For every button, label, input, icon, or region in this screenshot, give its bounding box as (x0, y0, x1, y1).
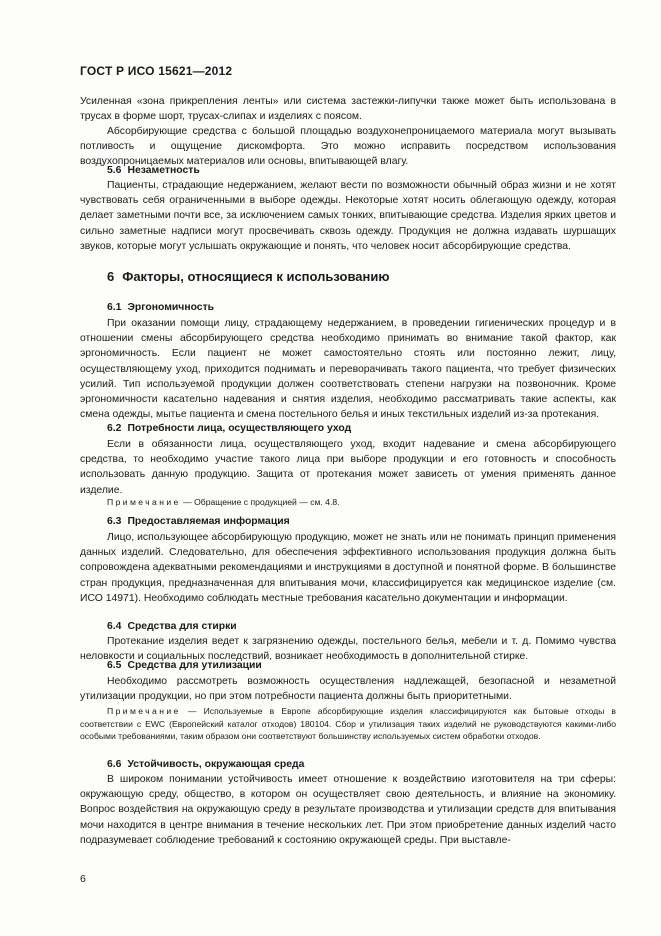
section-heading-6 (107, 269, 389, 285)
paragraph: Лицо, использующее абсорбирующую продукцию, может не знать или не понимать принцип применения данных изделий. Следовательно, для обеспечения эффективного использования продукция должна быть сопровождена адекватными рекомендациями и инструкциями в доступной и понятной форме. В большинстве стран продукция, предназначенная для впитывания мочи, классифицируется как медицинское изделие (см. ИСО 14971). Необходимо соблюдать местные требования касательно документации и информации. (80, 532, 616, 604)
note-text: — Обращение с продукцией — см. 4.8. (183, 497, 340, 507)
section-heading-6-6 (107, 757, 304, 772)
section-heading-6-4 (107, 619, 237, 634)
section-number: 6 (107, 269, 115, 284)
paragraph: Если в обязанности лица, осуществляющего уход, входит надевание и смена абсорбирующего средства, то необходимо участие такого лица при выборе продукции и его готовность и способность использовать данную продукцию. Защита от протекания может зависеть от умения применять данное изделие. (80, 439, 616, 496)
note-label: Примечание (107, 706, 181, 716)
section-number: 6.1 (107, 302, 122, 313)
section-number: 5.6 (107, 165, 122, 176)
section-number: 6.4 (107, 621, 122, 632)
section-number: 6.5 (107, 660, 122, 671)
section-heading-6-5 (107, 658, 262, 673)
section-heading-6-3 (107, 514, 290, 529)
note-label: Примечание (107, 497, 181, 507)
section-title: Эргономичность (127, 302, 215, 313)
note (80, 705, 616, 743)
section-number: 6.3 (107, 516, 122, 527)
section-title: Средства для стирки (127, 621, 237, 632)
section-title: Устойчивость, окружающая среда (127, 759, 305, 770)
paragraph: При оказании помощи лицу, страдающему недержанием, в проведении гигиенических процедур и в отношении смены абсорбирующего средства необходимо принимать во внимание такой фактор, как эргономичность. Если пациент не может самостоятельно стоять или постоянно лежит, лицу, осуществляющему уход, приходится поднимать и переворачивать такого пациента, что требует физических усилий. Тип используемой продукции должен соответствовать степени нагрузки на позвоночник. Кроме эргономичности касательно надевания и снятия изделия, необходимо рассматривать такие аспекты, как смена одежды, мытье пациента и смена постельного белья и иных текстильных изделий из-за протекания. (80, 318, 616, 421)
note (80, 496, 616, 509)
section-title: Предоставляемая информация (127, 516, 290, 527)
section-heading-6-1 (107, 300, 214, 315)
section-heading-5-6 (107, 163, 200, 178)
paragraph: Необходимо рассмотреть возможность осуществления надлежащей, безопасной и незаметной утилизации продукции, но при этом потребности пациента должны быть приоритетными. (80, 676, 616, 703)
section-title: Незаметность (127, 165, 200, 176)
section-heading-6-2 (107, 421, 351, 436)
section-title: Факторы, относящиеся к использованию (122, 269, 390, 284)
section-number: 6.2 (107, 423, 122, 434)
page-number: 6 (80, 873, 86, 885)
paragraph: Усиленная «зона прикрепления ленты» или система застежки-липучки также может быть использована в трусах в форме шорт, трусах-слипах и изделиях с поясом. (80, 96, 616, 123)
section-title: Потребности лица, осуществляющего уход (127, 423, 352, 434)
paragraph: Протекание изделия ведет к загрязнению одежды, постельного белья, мебели и т. д. Помимо чувства неловкости и социальных последствий, возникает необходимость в дополнительной стирке. (80, 636, 616, 663)
paragraph: В широком понимании устойчивость имеет отношение к воздействию изготовителя на три сферы: окружающую среду, общество, в котором он осуществляет свою деятельность, и влияние на экономику. Вопрос воздействия на окружающую среду в результате производства и утилизации средств для впитывания мочи находится в центре внимания в течение нескольких лет. При этом приобретение данных изделий часто подразумевает соблюдение требований к состоянию окружающей среды. При выставле- (80, 774, 616, 846)
document-header: ГОСТ Р ИСО 15621—2012 (80, 64, 233, 78)
section-title: Средства для утилизации (127, 660, 262, 671)
section-number: 6.6 (107, 759, 122, 770)
paragraph: Абсорбирующие средства с большой площадью воздухонепроницаемого материала могут вызывать потливость и ощущение дискомфорта. Это можно исправить посредством использования воздухопроницаемых материалов или основы, впитывающей влагу. (80, 126, 616, 168)
paragraph: Пациенты, страдающие недержанием, желают вести по возможности обычный образ жизни и не хотят чувствовать себя ограниченными в выборе одежды. Некоторые хотят носить облегающую одежду, которая делает заметными почти все, за исключением самых тонких, впитывающие средства. Изделия ярких цветов и сильно заметные надписи могут просвечивать сквозь одежду. Продукция не должна издавать шуршащих звуков, которые могут услышать окружающие и понять, что человек носит абсорбирующие средства. (80, 180, 616, 252)
note-text: — Используемые в Европе абсорбирующие изделия классифицируются как бытовые отходы в соответствии с EWC (Европейский каталог отходов) 180104. Сбор и утилизация таких изделий не руководствуются какими-либо особыми требованиями, таким образом они соответствуют большинству используемых систем обработки отходов. (80, 706, 616, 742)
